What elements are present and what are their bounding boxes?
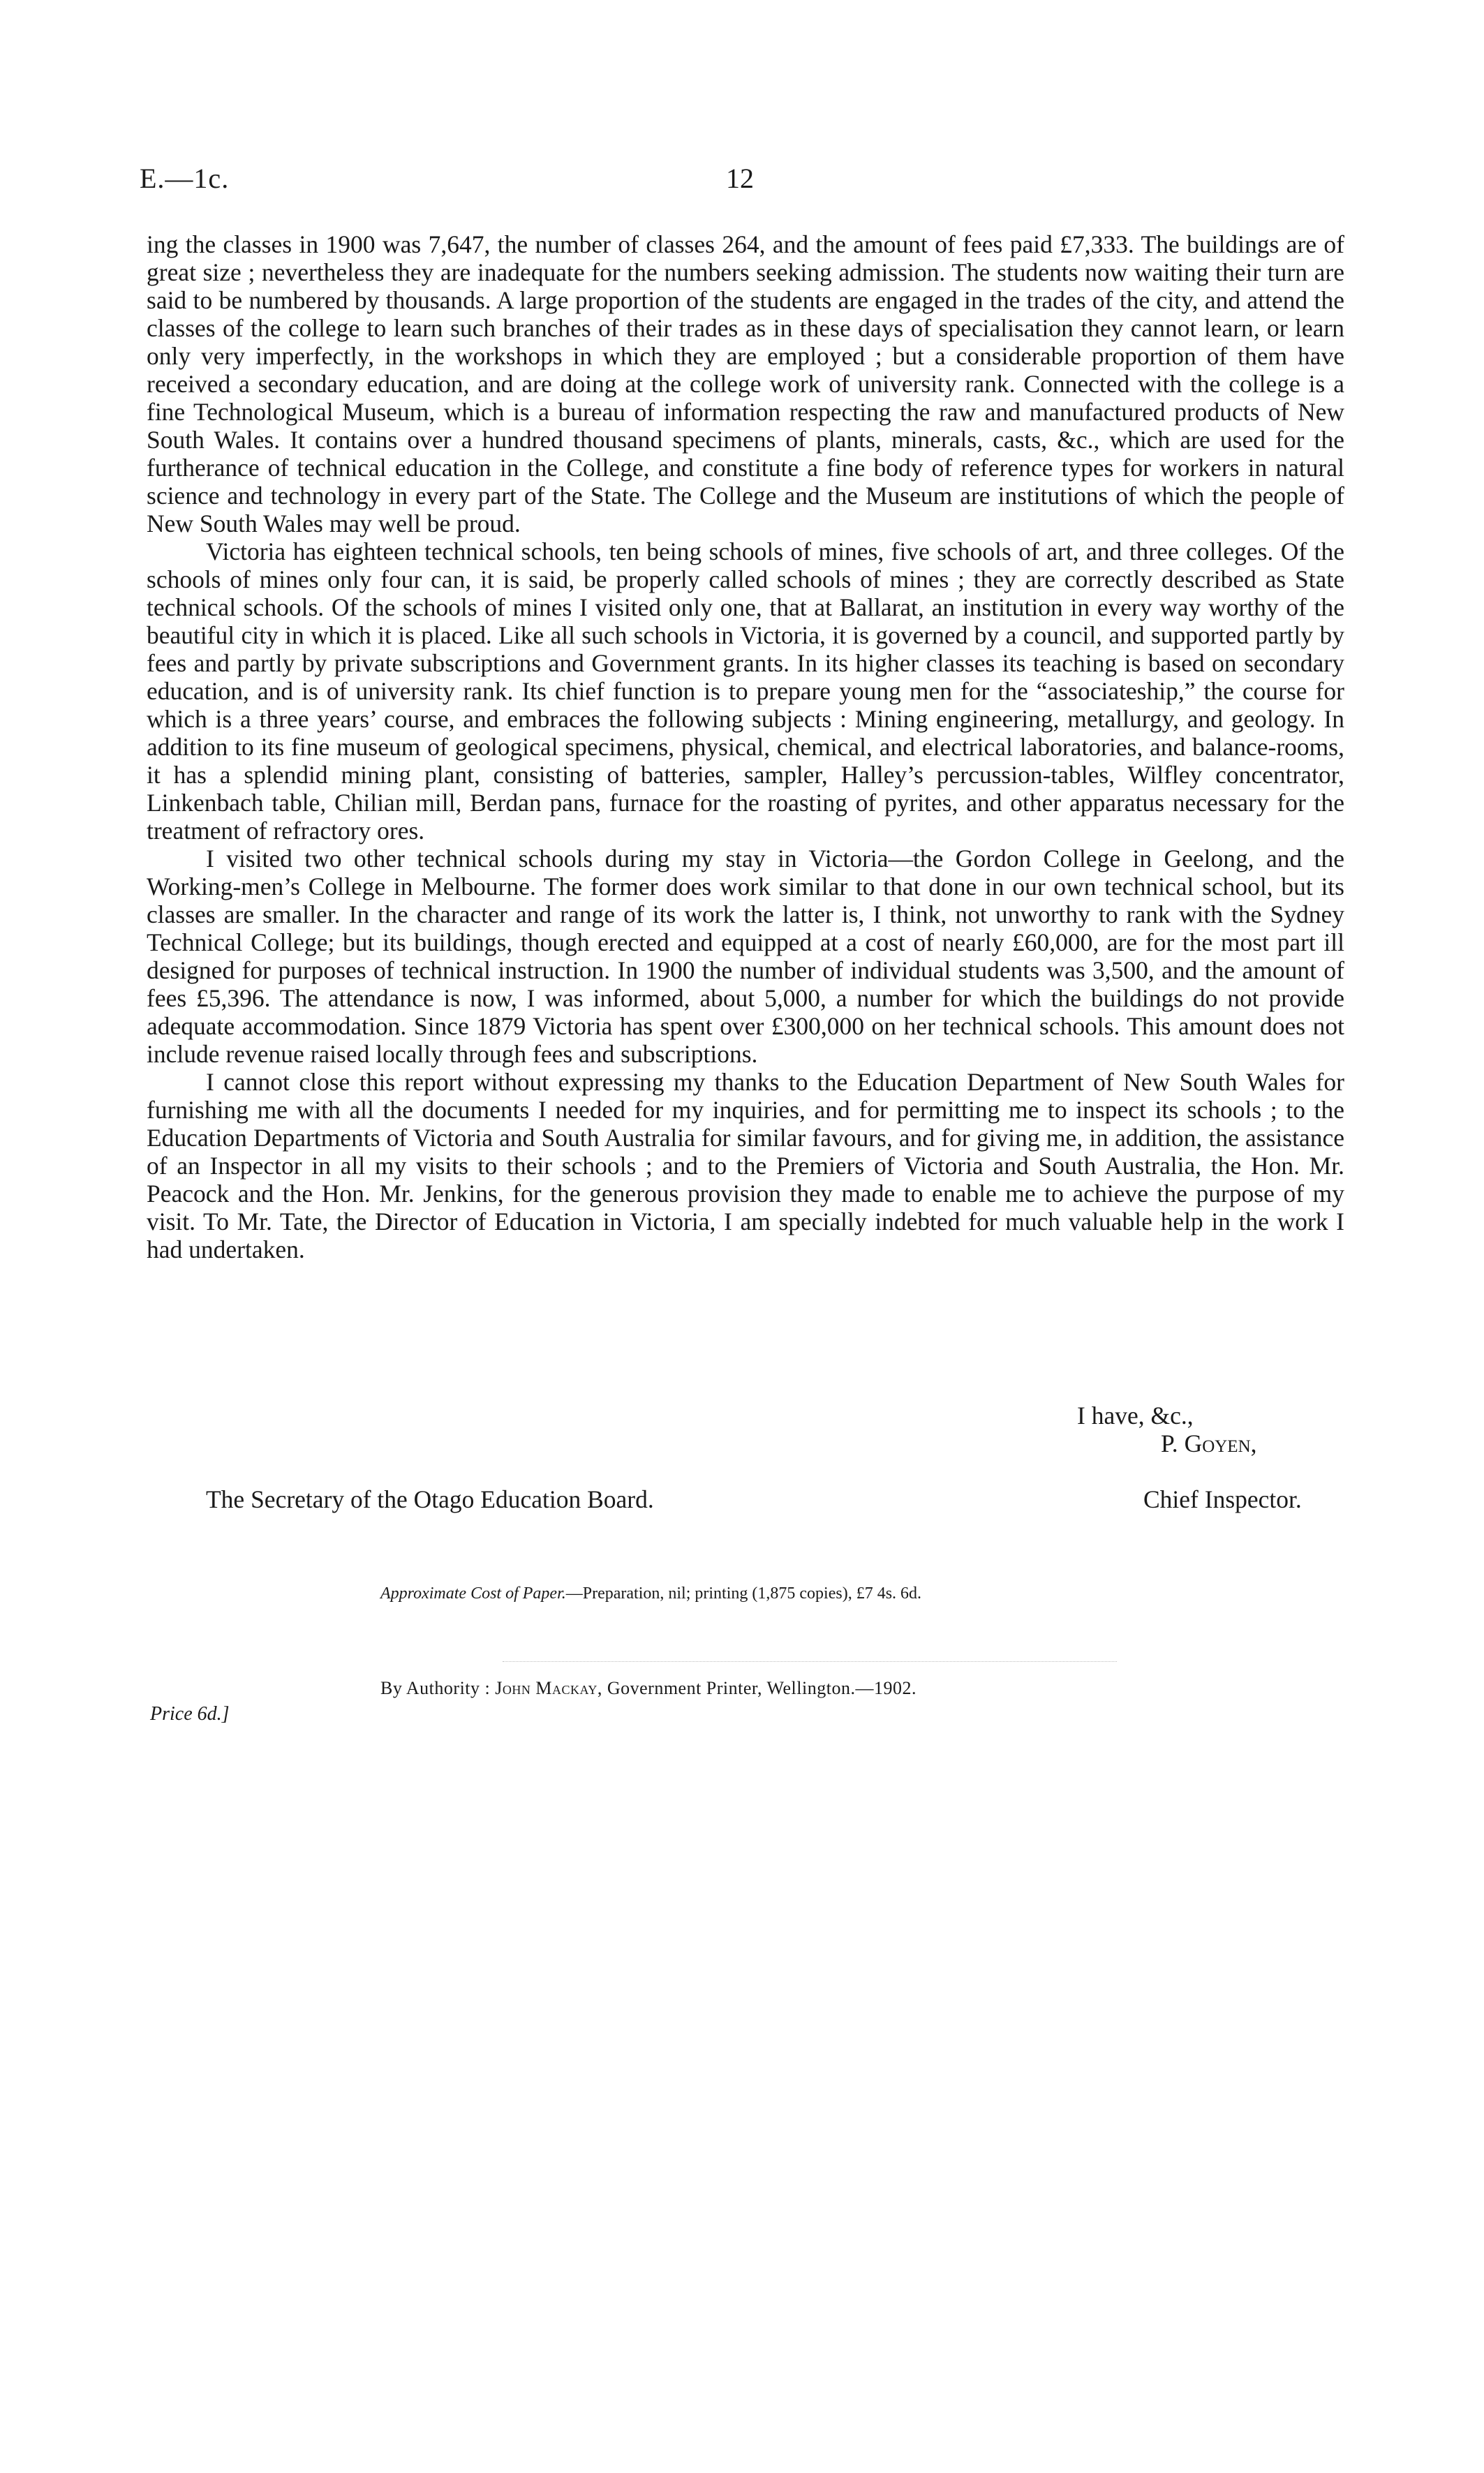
cost-detail: —Preparation, nil; printing (1,875 copies), £7 4s. 6d. [565,1584,922,1603]
signature [1161,1429,1257,1457]
footer-divider [503,1661,1117,1662]
cost-of-paper-note [380,1584,921,1603]
signer-title: Chief Inspector. [1143,1485,1302,1513]
addressee: The Secretary of the Otago Education Board. [206,1485,654,1513]
authority-prefix: By Authority : [380,1678,491,1698]
cost-label: Approximate Cost of Paper. [380,1584,566,1603]
signer-surname: Goyen, [1184,1429,1257,1457]
salutation: I have, &c., [1077,1402,1194,1429]
report-body [147,230,1344,1263]
paragraph-victoria-schools: Victoria has eighteen technical schools, ten being schools of mines, five schools of art, and three colleges. Of the schools of mines only four can, it is said, be properly called schools of mines ; they are correctly described as State technical schools. Of the schools of mines I visited only one, that at Ballarat, an institution in every way worthy of the beautiful city in which it is placed. Like all such schools in Victoria, it is governed by a council, and supported partly by fees and partly by private subscriptions and Government grants. In its higher classes its teaching is based on secondary education, and is of university rank. Its chief function is to prepare young men for the “associateship,” the course for which is a three years’ course, and embraces the following subjects : Mining engineering, metallurgy, and geology. In addition to its fine museum of geological specimens, physical, chemical, and electrical laboratories, and balance-rooms, it has a splendid mining plant, consisting of batteries, sampler, Halley’s percussion-tables, Wilfley concentrator, Linkenbach table, Chilian mill, Berdan pans, furnace for the roasting of pyrites, and other apparatus necessary for the treatment of refractory ores. [147,537,1344,845]
signer-initial: P. [1161,1429,1178,1457]
paragraph-acknowledgements: I cannot close this report without expressing my thanks to the Education Department of New South Wales for furnishing me with all the documents I needed for my inquiries, and for permitting me to inspect its schools ; to the Education Departments of Victoria and South Australia for similar favours, and for giving me, in addition, the assistance of an Inspector in all my visits to their schools ; and to the Premiers of Victoria and South Australia, the Hon. Mr. Peacock and the Hon. Mr. Jenkins, for the generous provision they made to enable me to achieve the purpose of my visit. To Mr. Tate, the Director of Education in Victoria, I am specially indebted for much valuable help in the work I had undertaken. [147,1068,1344,1263]
document-reference: E.—1c. [140,163,230,194]
price-note: Price 6d.] [150,1703,230,1725]
printer-name: John Mackay, [495,1678,602,1698]
paragraph-sydney-college: ing the classes in 1900 was 7,647, the number of classes 264, and the amount of fees paid £7,333. The buildings are of great size ; nevertheless they are inadequate for the numbers seeking admission. The students now waiting their turn are said to be numbered by thousands. A large proportion of the students are engaged in the trades of the city, and attend the classes of the college to learn such branches of their trades as in these days of specialisation they cannot learn, or learn only very imperfectly, in the workshops in which they are employed ; but a considerable proportion of them have received a secondary education, and are doing at the college work of university rank. Connected with the college is a fine Technological Museum, which is a bureau of information respecting the raw and manufactured products of New South Wales. It contains over a hundred thousand specimens of plants, minerals, casts, &c., which are used for the furtherance of technical education in the College, and constitute a fine body of reference types for workers in natural science and technology in every part of the State. The College and the Museum are institutions of which the people of New South Wales may well be proud. [147,230,1344,537]
printer-imprint [380,1678,917,1699]
paragraph-other-schools: I visited two other technical schools during my stay in Victoria—the Gordon College in Geelong, and the Working-men’s College in Melbourne. The former does work similar to that done in our own technical school, but its classes are smaller. In the character and range of its work the latter is, I think, not unworthy to rank with the Sydney Technical College; but its buildings, though erected and equipped at a cost of nearly £60,000, are for the most part ill designed for purposes of technical instruction. In 1900 the number of individual students was 3,500, and the amount of fees £5,396. The attendance is now, I was informed, about 5,000, a number for which the buildings do not provide adequate accommodation. Since 1879 Victoria has spent over £300,000 on her technical schools. This amount does not include revenue raised locally through fees and subscriptions. [147,845,1344,1068]
page-number: 12 [726,163,754,194]
letter-closing [147,1402,1344,1513]
authority-suffix: Government Printer, Wellington.—1902. [607,1678,917,1698]
